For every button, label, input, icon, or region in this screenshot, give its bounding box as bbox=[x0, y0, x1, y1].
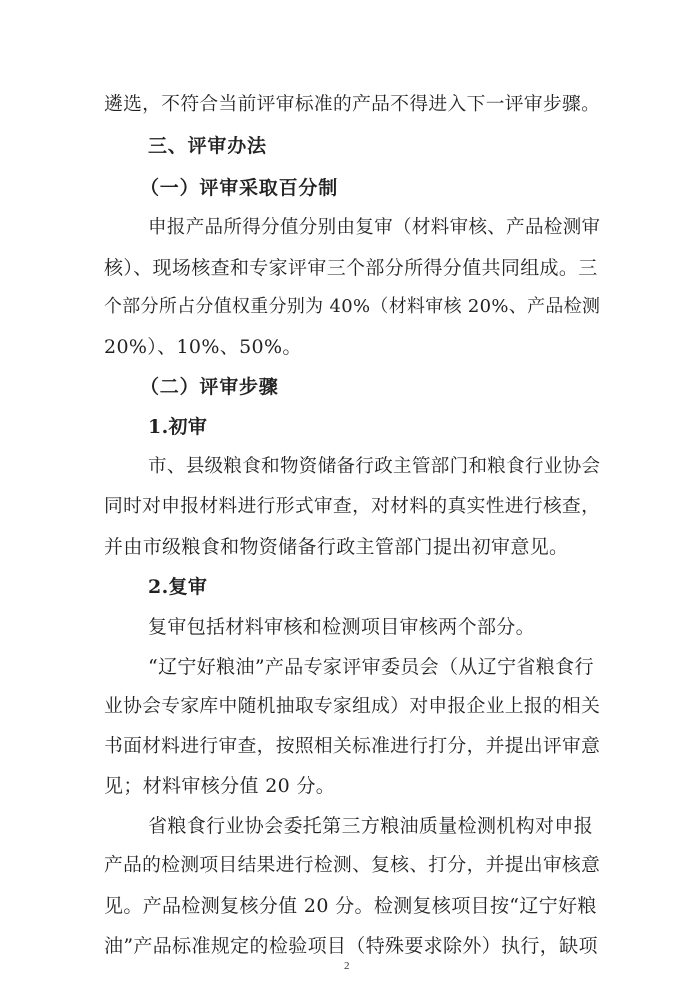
text-line: 个部分所占分值权重分别为 40%（材料审核 20%、产品检测 bbox=[104, 296, 601, 317]
text-line: 复审包括材料审核和检测项目审核两个部分。 bbox=[148, 616, 536, 638]
text-line: 业协会专家库中随机抽取专家组成）对申报企业上报的相关 bbox=[104, 696, 601, 717]
section-heading: 三、评审办法 bbox=[148, 135, 267, 157]
text-line: 产品的检测项目结果进行检测、复核、打分，并提出审核意 bbox=[104, 855, 601, 876]
text-line: 并由市级粮食和物资储备行政主管部门提出初审意见。 bbox=[104, 536, 569, 558]
text-line: 油”产品标准规定的检验项目（特殊要求除外）执行，缺项 bbox=[104, 935, 598, 957]
subsection-heading: （二）评审步骤 bbox=[140, 376, 279, 398]
step-heading: 1.初审 bbox=[148, 416, 208, 438]
text-line: 遴选，不符合当前评审标准的产品不得进入下一评审步骤。 bbox=[104, 94, 601, 115]
subsection-heading: （一）评审采取百分制 bbox=[140, 177, 339, 199]
text-line: 申报产品所得分值分别由复审（材料审核、产品检测审 bbox=[148, 217, 601, 238]
text-line: 见；材料审核分值 20 分。 bbox=[104, 775, 336, 797]
text-line: 见。产品检测复核分值 20 分。检测复核项目按“辽宁好粮 bbox=[104, 895, 597, 917]
text-line: 省粮食行业协会委托第三方粮油质量检测机构对申报 bbox=[148, 815, 594, 837]
text-line: 同时对申报材料进行形式审查，对材料的真实性进行核查， bbox=[104, 496, 601, 517]
step-heading: 2.复审 bbox=[148, 576, 208, 598]
text-line: 市、县级粮食和物资储备行政主管部门和粮食行业协会 bbox=[148, 456, 601, 477]
page-number: 2 bbox=[344, 960, 350, 972]
text-line: 书面材料进行审查，按照相关标准进行打分，并提出评审意 bbox=[104, 736, 601, 757]
text-line: 核）、现场核查和专家评审三个部分所得分值共同组成。三 bbox=[104, 257, 598, 279]
text-line: “辽宁好粮油”产品专家评审委员会（从辽宁省粮食行 bbox=[148, 656, 594, 678]
text-line: 20%）、10%、50%。 bbox=[104, 336, 302, 358]
